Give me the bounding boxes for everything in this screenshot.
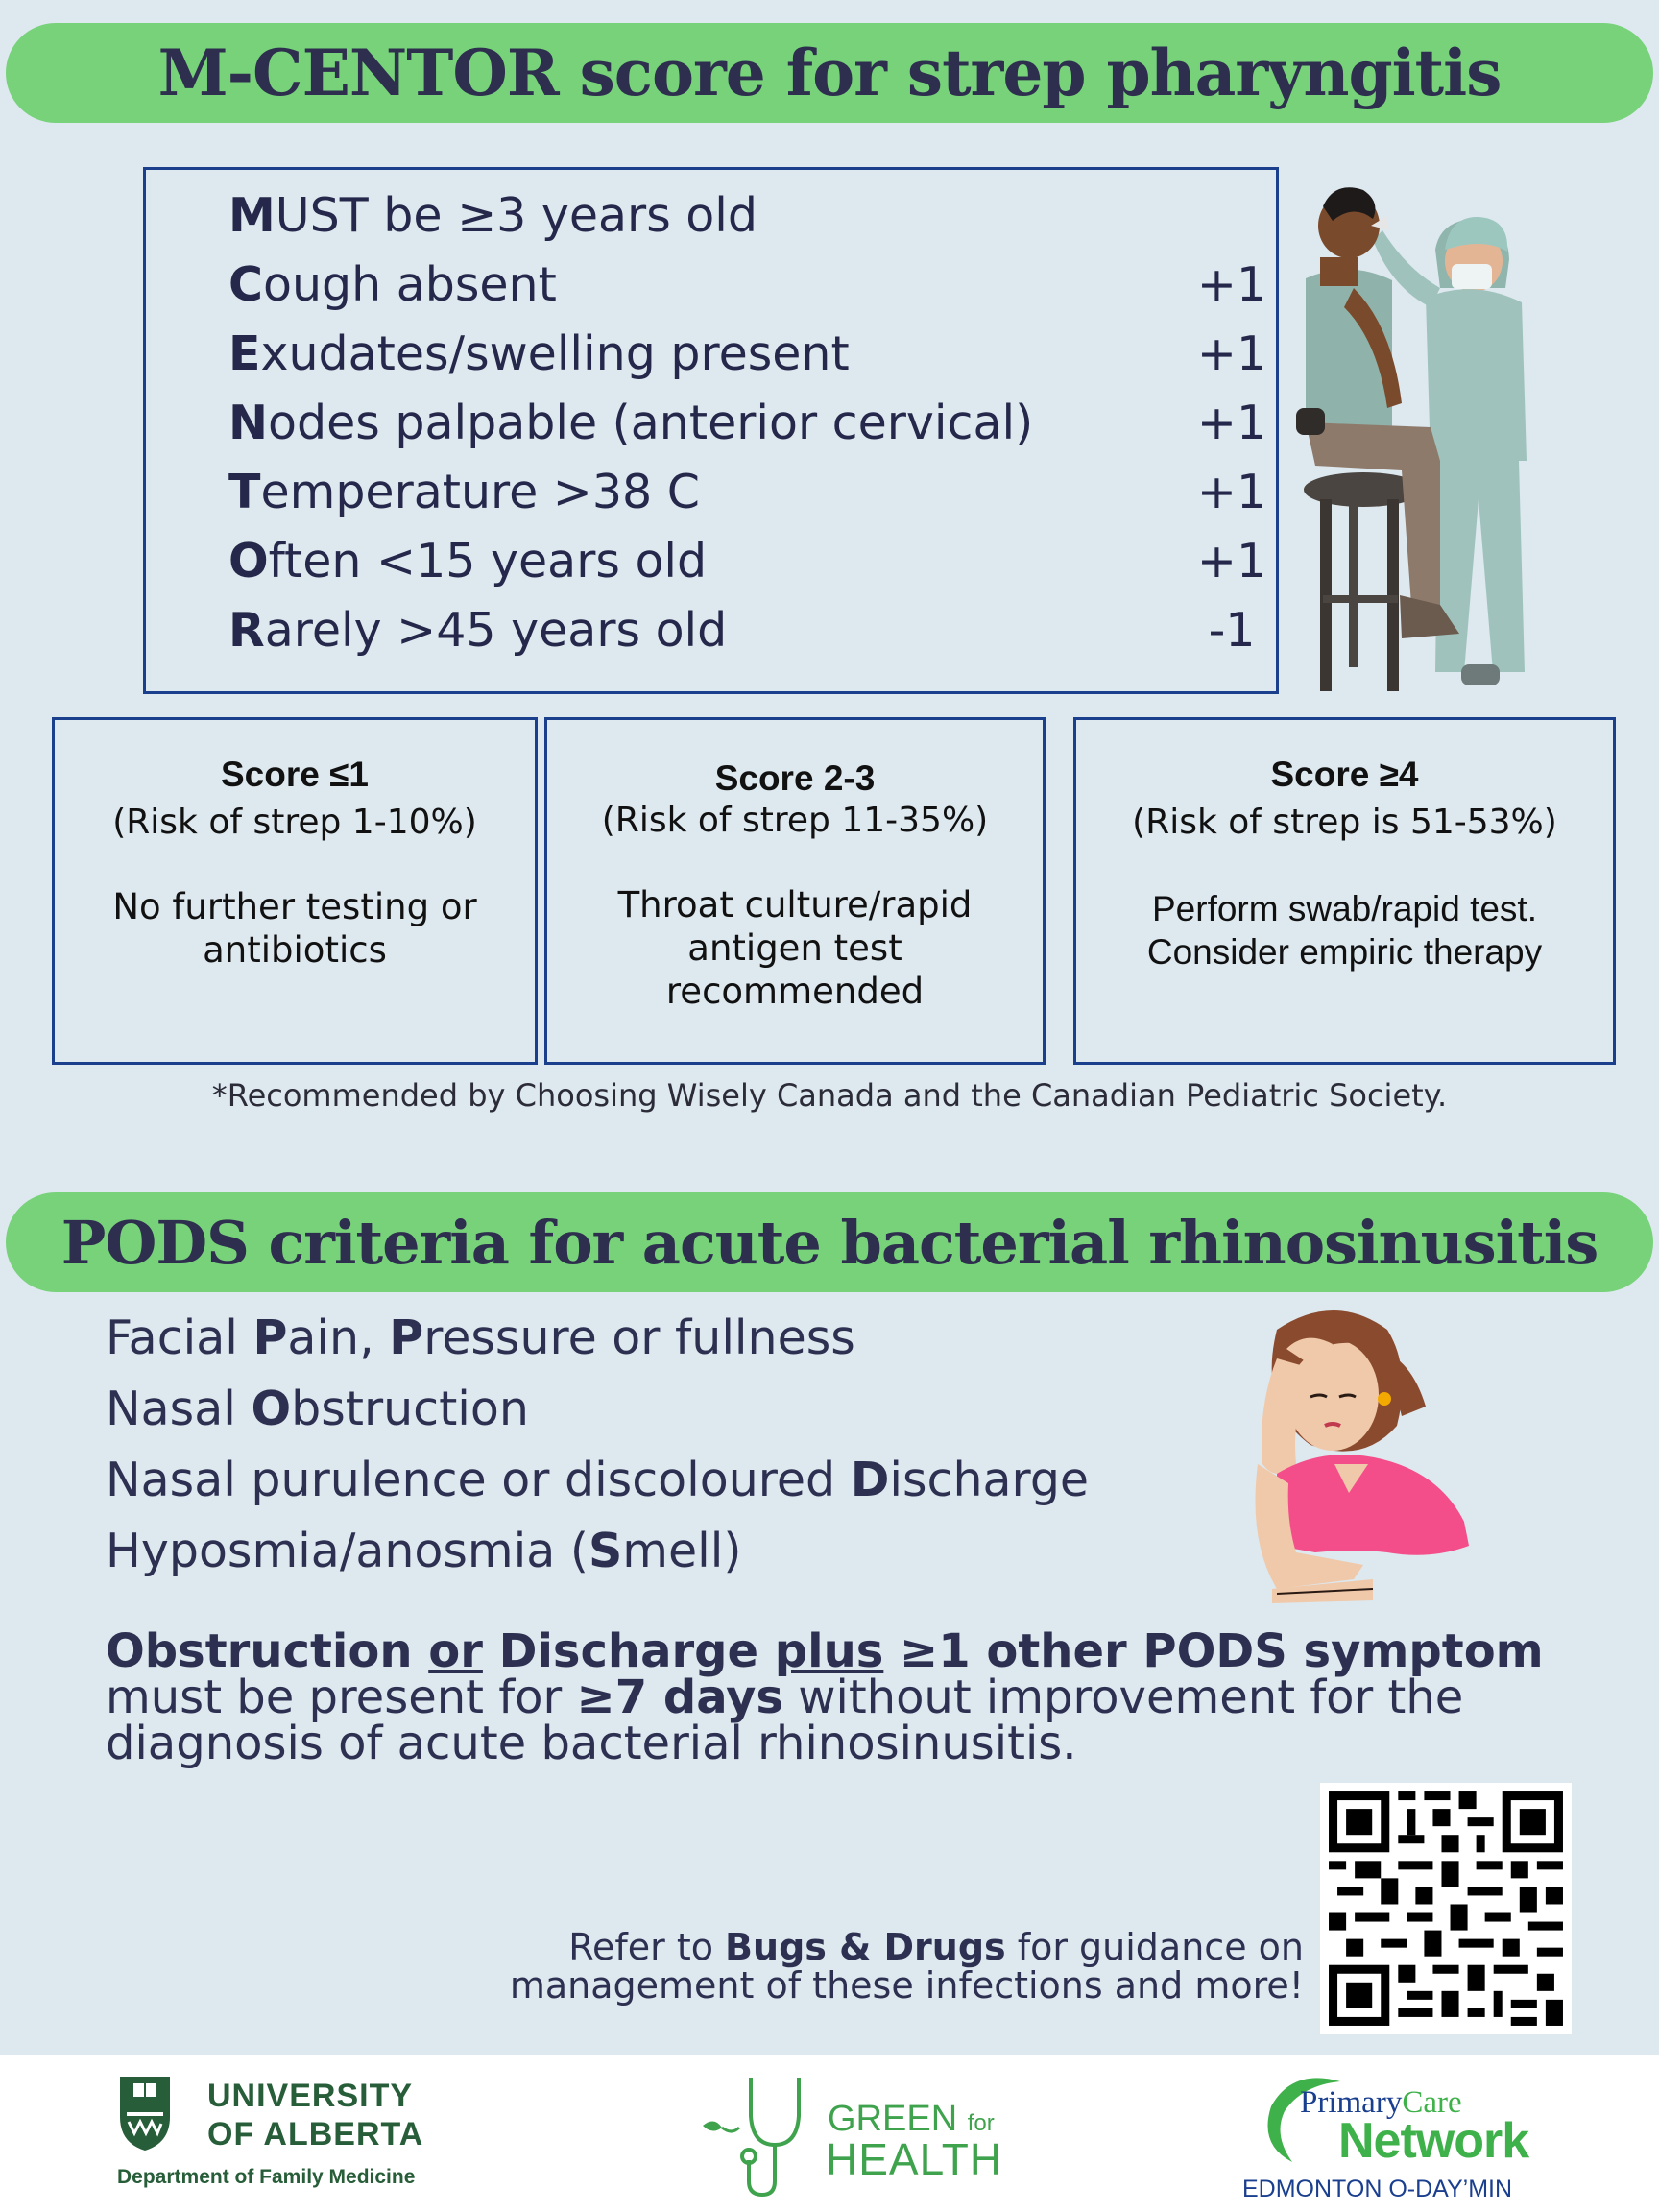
criterion-initial: M (228, 188, 276, 243)
footer-logos (0, 2055, 1659, 2212)
ua-name-line1: UNIVERSITY (207, 2078, 414, 2114)
criterion-points: +1 (1196, 257, 1267, 312)
criterion-text: odes palpable (anterior cervical) (268, 396, 1034, 450)
ua-department: Department of Family Medicine (117, 2166, 416, 2188)
pods-item: Nasal Obstruction (106, 1382, 529, 1436)
pods-diagnosis-note: Obstruction or Discharge plus ≥1 other PODS symptom must be present for ≥7 days without improvement for the diagnosis of acute bacterial rhinosinusitis. (106, 1624, 1544, 1770)
centor-banner (6, 23, 1653, 123)
criterion-row (228, 251, 1267, 320)
score-risk: (Risk of strep 11-35%) (601, 801, 989, 840)
score-action: No further testing or antibiotics (112, 886, 477, 971)
score-risk: (Risk of strep is 51-53%) (1132, 803, 1557, 842)
criterion-initial: T (228, 465, 261, 519)
score-box-mid (544, 717, 1046, 1065)
score-heading: Score 2-3 (714, 758, 876, 798)
headache-woman-illustration (1219, 1301, 1507, 1618)
criterion-points: +1 (1196, 534, 1267, 589)
criterion-row (228, 181, 1227, 251)
score-box-low (52, 717, 538, 1065)
score-heading: Score ≥4 (1270, 755, 1419, 794)
criterion-initial: C (228, 257, 263, 312)
criterion-row (228, 320, 1267, 389)
score-box-high (1073, 717, 1616, 1065)
criterion-initial: N (228, 396, 269, 450)
qr-code[interactable] (1320, 1783, 1572, 2034)
score-action: Throat culture/rapid antigen test recommended (617, 884, 973, 1012)
criterion-points: +1 (1196, 326, 1267, 381)
ua-crest-icon (117, 2074, 173, 2152)
university-of-alberta-logo[interactable] (113, 2074, 459, 2199)
gfh-green-text: GREEN for (828, 2099, 995, 2139)
centor-criteria-box (143, 167, 1279, 694)
pcn-subtitle: EDMONTON O-DAY’MIN (1242, 2176, 1513, 2202)
centor-title: M-CENTOR score for strep pharyngitis (157, 36, 1502, 110)
criterion-row (228, 596, 1256, 665)
criterion-points: +1 (1196, 396, 1267, 450)
criterion-text: arely >45 years old (264, 603, 728, 658)
pods-title: PODS criteria for acute bacterial rhinosinusitis (60, 1207, 1599, 1278)
pods-item: Facial Pain, Pressure or fullness (106, 1310, 855, 1365)
gfh-health-text: HEALTH (826, 2134, 1003, 2184)
green-for-health-logo[interactable] (693, 2068, 1020, 2202)
criterion-text: UST be ≥3 years old (275, 188, 757, 243)
pcn-network-text: Network (1338, 2113, 1529, 2169)
throat-swab-illustration (1296, 173, 1546, 710)
pods-item: Hyposmia/anosmia (Smell) (106, 1524, 742, 1578)
ua-name-line2: OF ALBERTA (207, 2116, 424, 2152)
criterion-row (228, 389, 1267, 458)
score-action: Perform swab/rapid test. Consider empiric therapy (1146, 889, 1543, 972)
qr-code-graphic (1320, 1783, 1572, 2034)
recommendation-footnote: *Recommended by Choosing Wisely Canada and the Canadian Pediatric Society. (211, 1077, 1448, 1114)
pods-item: Nasal purulence or discoloured Discharge (106, 1453, 1090, 1507)
criterion-initial: E (228, 326, 261, 381)
criterion-text: ough absent (262, 257, 557, 312)
criterion-points: +1 (1196, 465, 1267, 519)
criterion-text: xudates/swelling present (260, 326, 850, 381)
pcn-primary-care-text: PrimaryCare (1300, 2085, 1462, 2120)
criterion-points: -1 (1208, 603, 1256, 658)
criterion-initial: R (228, 603, 265, 658)
criterion-text: ften <15 years old (268, 534, 708, 589)
pods-banner (6, 1192, 1653, 1292)
bugs-and-drugs-reference: Refer to Bugs & Drugs for guidance on management of these infections and more! (509, 1926, 1304, 2007)
stethoscope-icon (693, 2068, 828, 2202)
criterion-row (228, 527, 1267, 596)
primary-care-network-logo[interactable] (1238, 2064, 1555, 2208)
criterion-initial: O (228, 534, 269, 589)
criterion-text: emperature >38 C (260, 465, 700, 519)
criterion-row (228, 458, 1267, 527)
score-heading: Score ≤1 (221, 755, 369, 794)
score-risk: (Risk of strep 1-10%) (112, 803, 477, 842)
